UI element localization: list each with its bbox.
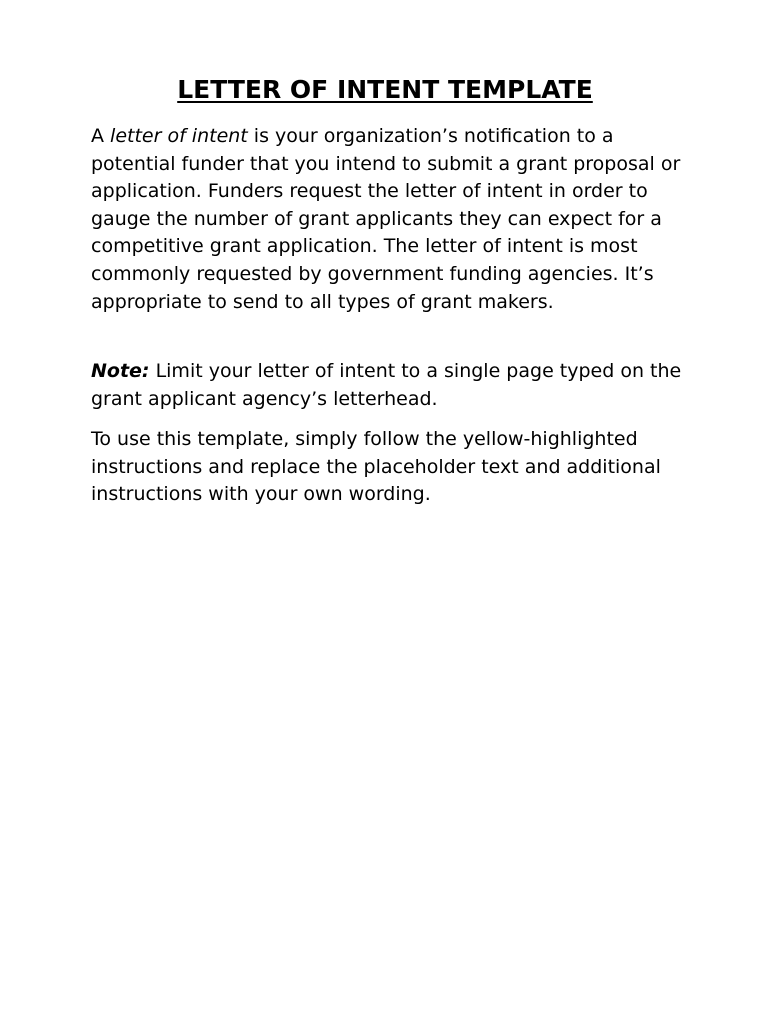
instructions-text: To use this template, simply follow the yellow-highlighted instructions and replace the placeholder text and additional instructions with your own wording. <box>91 428 661 506</box>
instructions-paragraph <box>91 426 691 509</box>
document-title-text: LETTER OF INTENT TEMPLATE <box>177 75 593 104</box>
note-paragraph <box>91 358 691 413</box>
document-title <box>0 72 770 108</box>
intro-paragraph <box>91 123 691 316</box>
intro-prefix: A <box>91 125 111 147</box>
intro-rest: is your organization’s notification to a potential funder that you intend to submit a grant proposal or application. Funders request the letter of intent in order to gauge the number of grant applicants they can expect for a competitive grant application. The letter of intent is most commonly requested by government funding agencies. It’s appropriate to send to all types of grant makers. <box>91 125 681 313</box>
note-label: Note: <box>91 360 150 382</box>
note-text: Limit your letter of intent to a single page typed on the grant applicant agency’s letterhead. <box>91 360 682 410</box>
intro-term: letter of intent <box>110 125 248 147</box>
